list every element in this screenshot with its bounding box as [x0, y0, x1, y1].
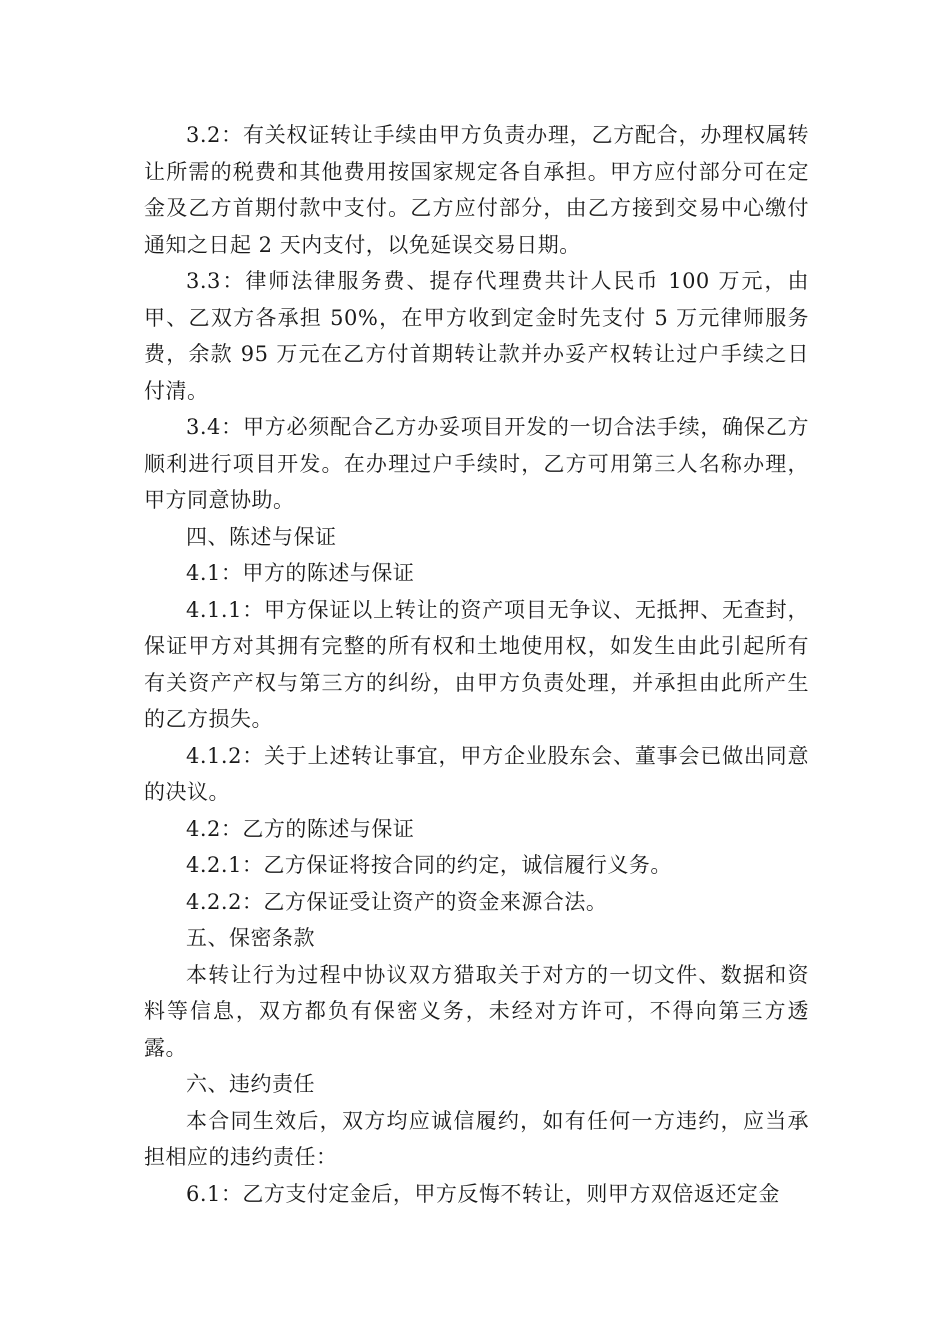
section-heading-liability: 六、违约责任 [186, 1072, 315, 1096]
section-heading-confidentiality: 五、保密条款 [186, 926, 315, 950]
clause-4-2-1: 4.2.1：乙方保证将按合同的约定，诚信履行义务。 [186, 853, 672, 877]
clause-4-1-1: 4.1.1：甲方保证以上转让的资产项目无争议、无抵押、无查封，保证甲方对其拥有完整的所有权和土地使用权，如发生由此引起所有有关资产产权与第三方的纠纷，由甲方负责处理，并承担由此所产生的乙方损失。 [144, 597, 809, 731]
clause-3-4: 3.4：甲方必须配合乙方办妥项目开发的一切合法手续，确保乙方顺利进行项目开发。在办理过户手续时，乙方可用第三人名称办理，甲方同意协助。 [144, 415, 809, 512]
document-body [144, 117, 809, 1212]
confidentiality-text: 本转让行为过程中协议双方猎取关于对方的一切文件、数据和资料等信息，双方都负有保密义务，未经对方许可，不得向第三方透露。 [144, 962, 809, 1060]
clause-3-3: 3.3：律师法律服务费、提存代理费共计人民币 100 万元，由甲、乙双方各承担 50%，在甲方收到定金时先支付 5 万元律师服务费，余款 95 万元在乙方付首期转让款并办妥产权转让过户手续之日付清。 [144, 269, 809, 403]
clause-6-1: 6.1：乙方支付定金后，甲方反悔不转让，则甲方双倍返还定金 [186, 1181, 780, 1206]
clause-4-2: 4.2：乙方的陈述与保证 [186, 816, 415, 841]
clause-3-2: 3.2：有关权证转让手续由甲方负责办理，乙方配合，办理权属转让所需的税费和其他费用按国家规定各自承担。甲方应付部分可在定金及乙方首期付款中支付。乙方应付部分，由乙方接到交易中心缴付通知之日起 2 天内支付，以免延误交易日期。 [144, 123, 809, 257]
clause-4-1-2: 4.1.2：关于上述转让事宜，甲方企业股东会、董事会已做出同意的决议。 [144, 743, 809, 804]
clause-4-1: 4.1：甲方的陈述与保证 [186, 561, 415, 585]
section-heading-representations: 四、陈述与保证 [186, 524, 337, 549]
clause-4-2-2: 4.2.2：乙方保证受让资产的资金来源合法。 [186, 889, 608, 914]
liability-intro: 本合同生效后，双方均应诚信履约，如有任何一方违约，应当承担相应的违约责任： [144, 1108, 809, 1169]
